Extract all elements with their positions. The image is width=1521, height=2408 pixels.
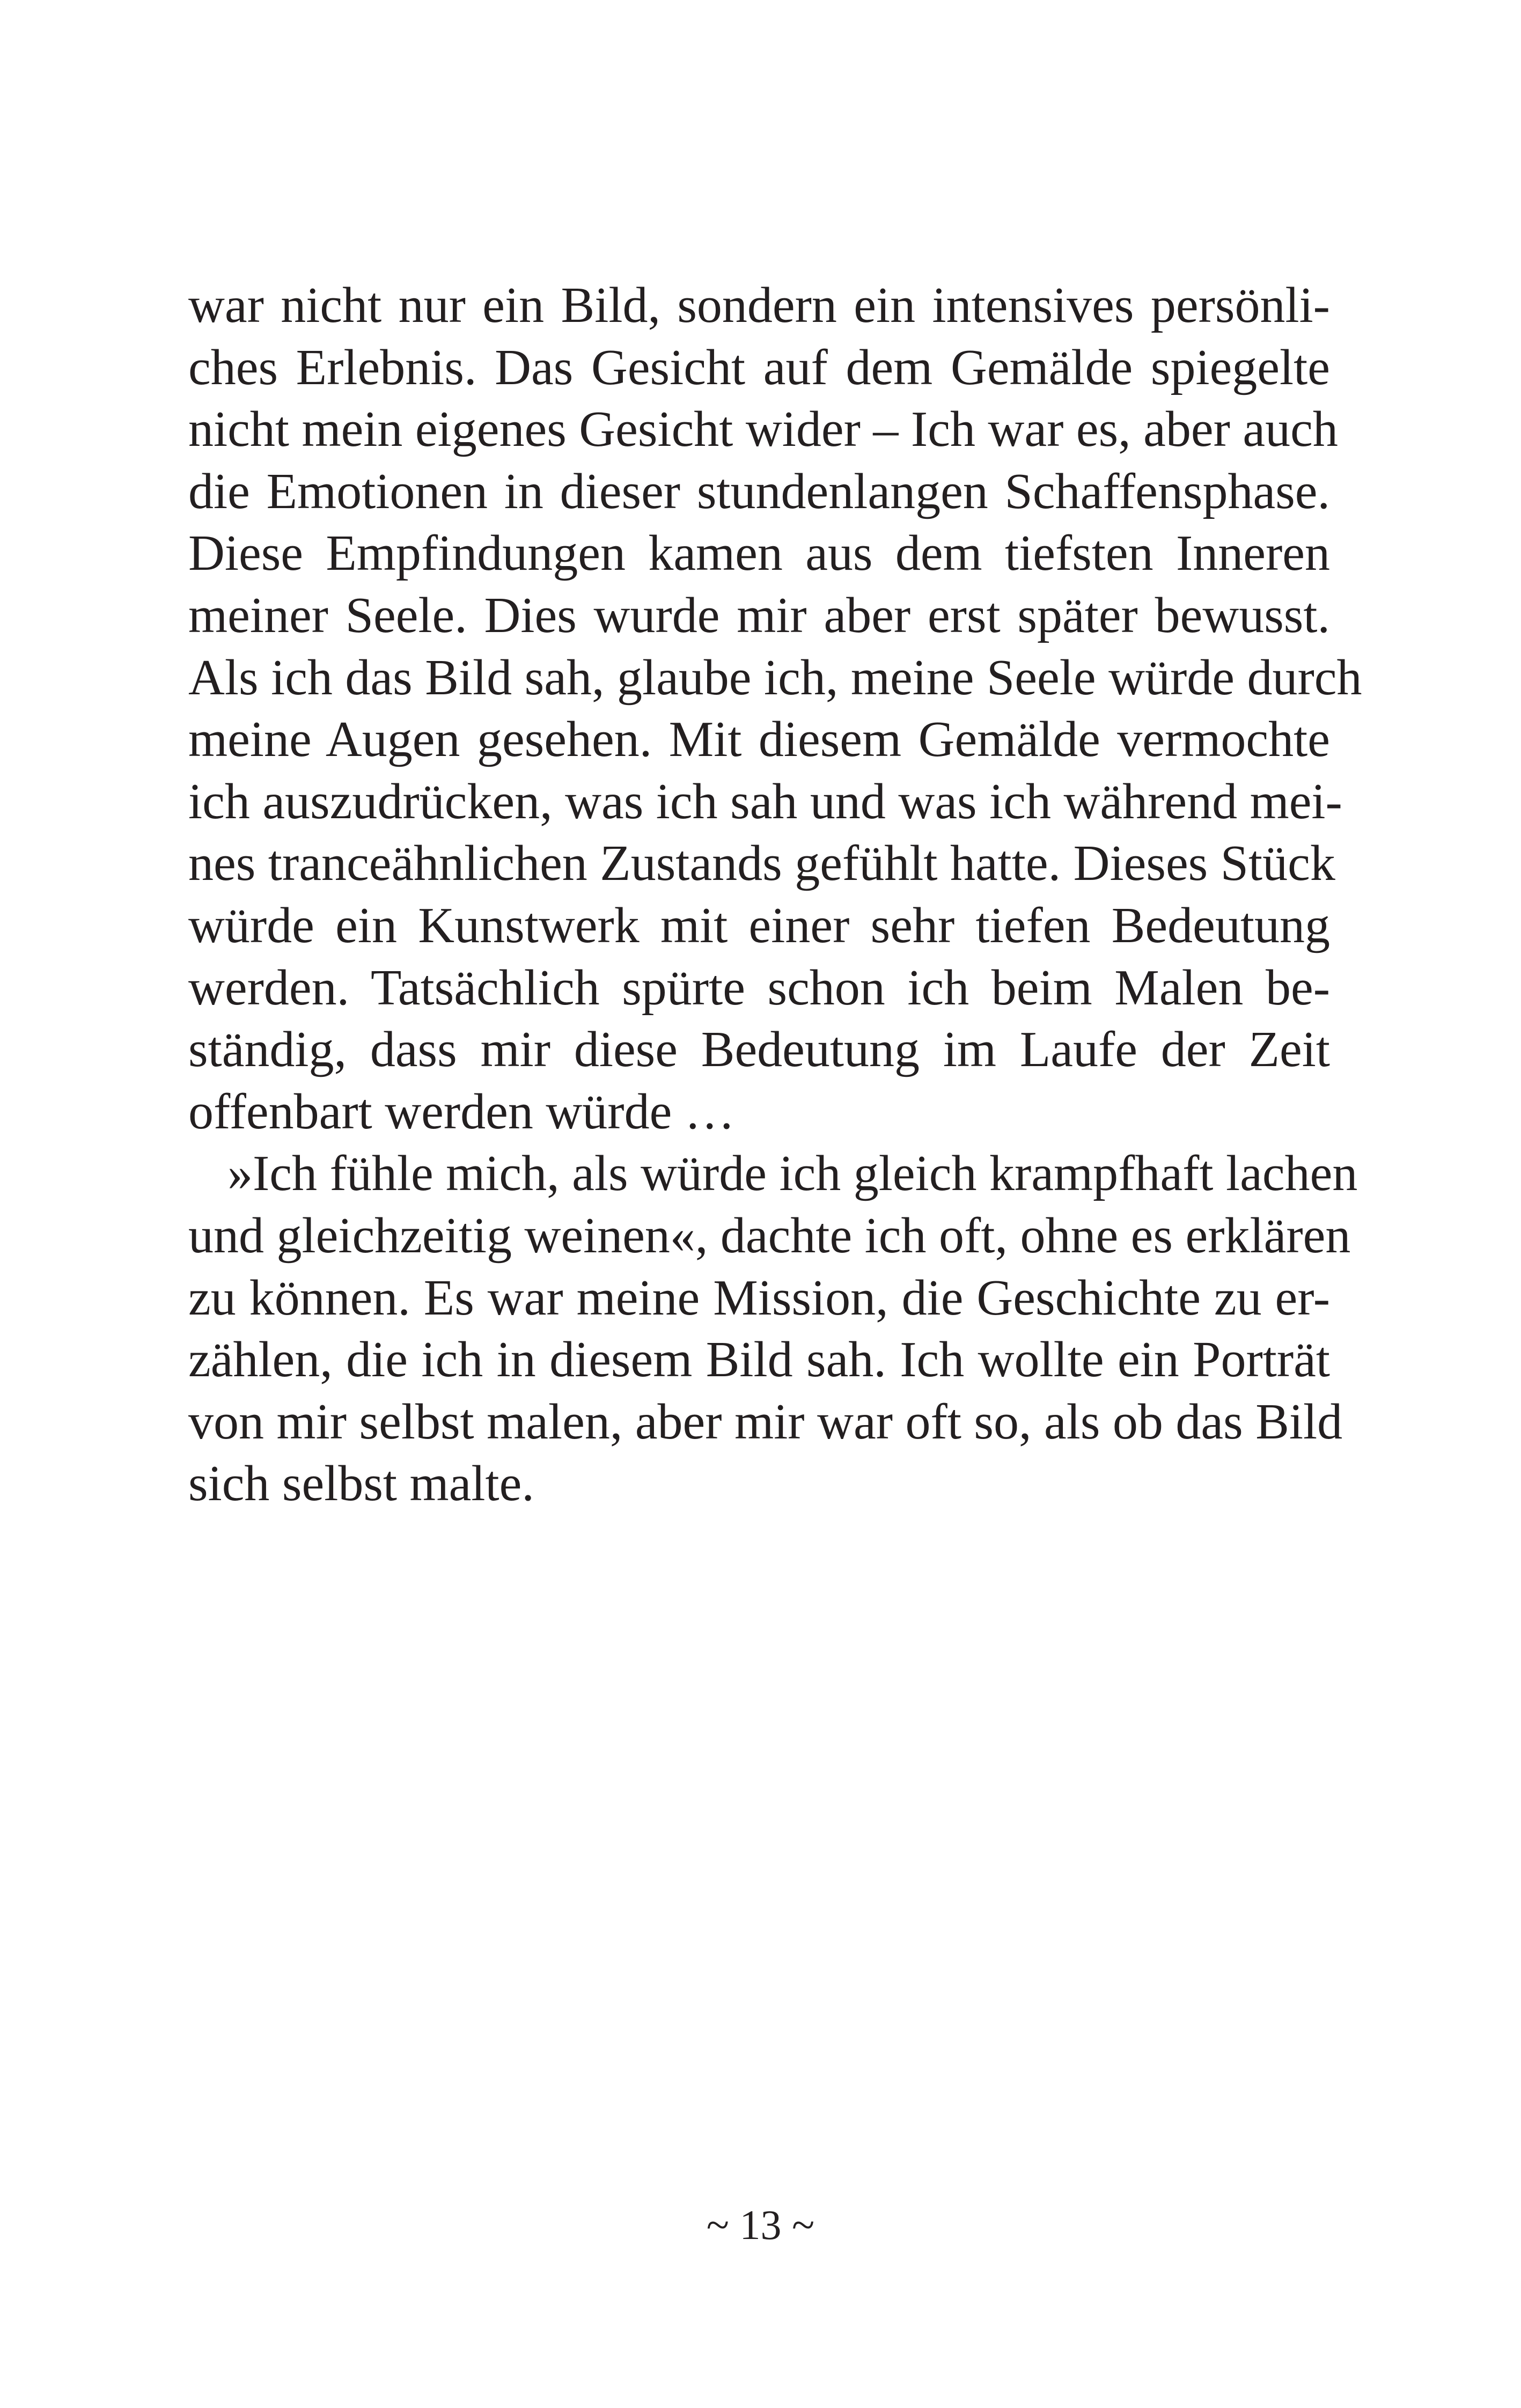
text-line: ches Erlebnis. Das Gesicht auf dem Gemälde spiegelte: [188, 339, 1330, 395]
text-line: zählen, die ich in diesem Bild sah. Ich wollte ein Porträt: [188, 1332, 1330, 1388]
text-line: »Ich fühle mich, als würde ich gleich krampfhaft lachen: [227, 1146, 1358, 1202]
page-number: ~ 13 ~: [706, 2201, 815, 2248]
text-line: sich selbst malte.: [188, 1456, 534, 1512]
text-line: ich auszudrücken, was ich sah und was ich während mei-: [188, 773, 1342, 829]
text-line: offenbart werden würde …: [188, 1083, 735, 1140]
text-line: nes tranceähnlichen Zustands gefühlt hatte. Dieses Stück: [188, 835, 1335, 892]
text-line: von mir selbst malen, aber mir war oft so, als ob das Bild: [188, 1393, 1343, 1450]
text-line: und gleichzeitig weinen«, dachte ich oft, ohne es erklären: [188, 1207, 1351, 1264]
text-line: nicht mein eigenes Gesicht wider – Ich war es, aber auch: [188, 401, 1338, 458]
text-line: meine Augen gesehen. Mit diesem Gemälde vermochte: [188, 711, 1330, 768]
text-line: meiner Seele. Dies wurde mir aber erst später bewusst.: [188, 587, 1330, 643]
text-line: die Emotionen in dieser stundenlangen Schaffensphase.: [188, 463, 1330, 519]
text-line: werden. Tatsächlich spürte schon ich beim Malen be-: [188, 959, 1330, 1016]
body-text: [188, 275, 1362, 1515]
text-line: ständig, dass mir diese Bedeutung im Laufe der Zeit: [188, 1022, 1330, 1078]
text-line: Als ich das Bild sah, glaube ich, meine Seele würde durch: [188, 649, 1362, 706]
text-line: war nicht nur ein Bild, sondern ein intensives persönli-: [188, 277, 1330, 333]
text-line: Diese Empfindungen kamen aus dem tiefsten Inneren: [188, 525, 1330, 582]
text-line: zu können. Es war meine Mission, die Geschichte zu er-: [188, 1269, 1330, 1326]
text-line: würde ein Kunstwerk mit einer sehr tiefen Bedeutung: [188, 897, 1330, 953]
